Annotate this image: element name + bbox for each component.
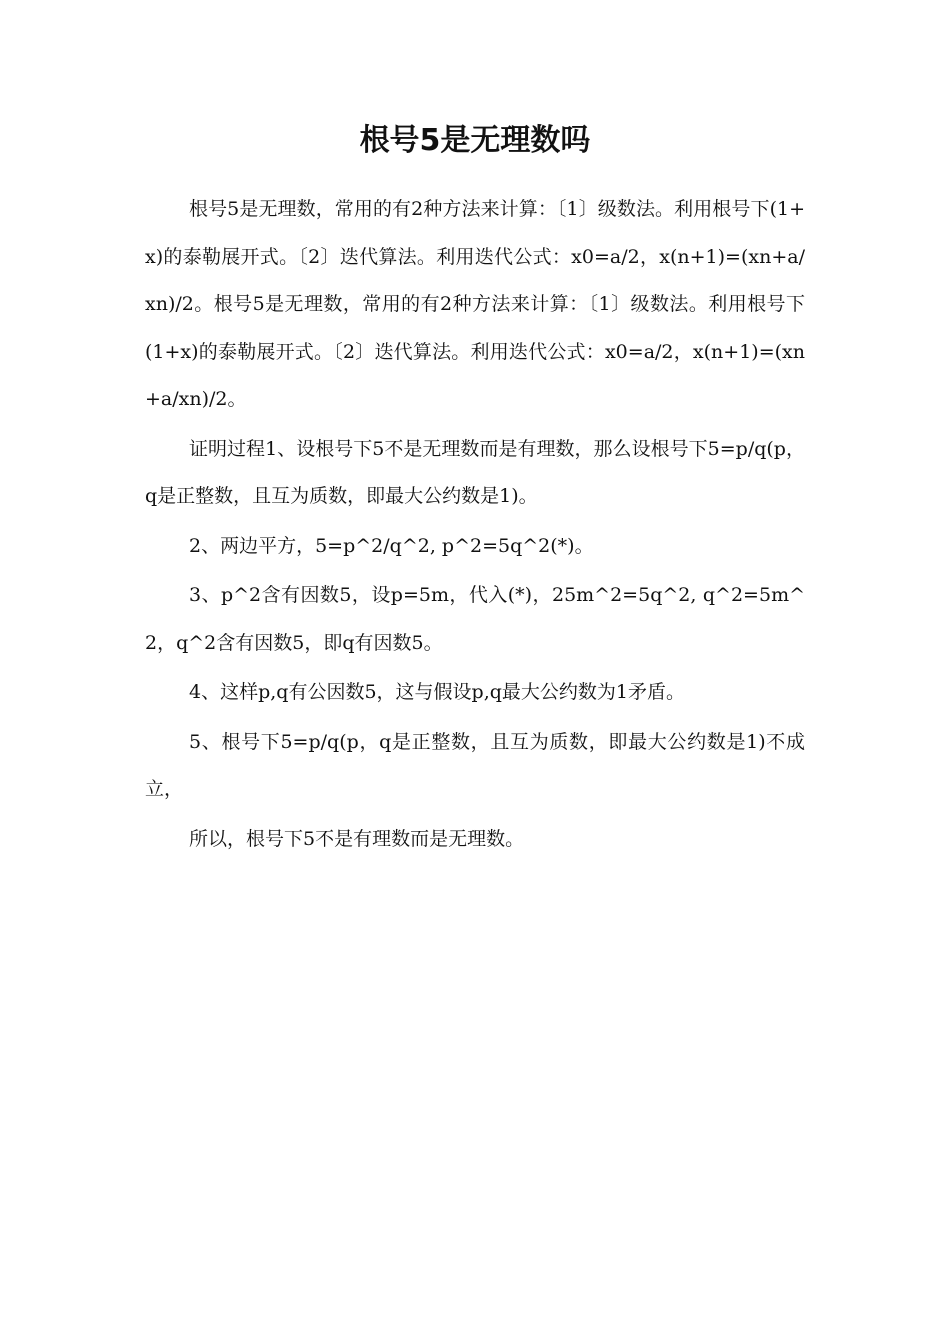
paragraph-conclusion: 所以，根号下5不是有理数而是无理数。 xyxy=(189,827,525,850)
paragraph-proof-step-4: 4、这样p,q有公因数5，这与假设p,q最大公约数为1矛盾。 xyxy=(189,681,685,703)
paragraph-proof-step-3: 3、p^2含有因数5，设p=5m，代入(*)，25m^2=5q^2, q^2=5m^2，q^2含有因数5，即q有因数5。 xyxy=(145,584,805,654)
document-title: 根号5是无理数吗 xyxy=(359,123,591,158)
paragraph-intro: 根号5是无理数，常用的有2种方法来计算：〔1〕级数法。利用根号下(1+x)的泰勒展开式。〔2〕迭代算法。利用迭代公式：x0=a/2，x(n+1)=(xn+a/xn)/2。根号5是无理数，常用的有2种方法来计算：〔1〕级数法。利用根号下(1+x)的泰勒展开式。〔2〕迭代算法。利用迭代公式：x0=a/2，x(n+1)=(xn+a/xn)/2。 xyxy=(145,198,805,410)
paragraph-proof-step-5: 5、根号下5=p/q(p，q是正整数，且互为质数，即最大公约数是1)不成立， xyxy=(145,730,805,800)
document-body xyxy=(145,186,805,865)
paragraph-proof-step-1: 证明过程1、设根号下5不是无理数而是有理数，那么设根号下5=p/q(p，q是正整数，且互为质数，即最大公约数是1)。 xyxy=(145,437,805,507)
paragraph-proof-step-2: 2、两边平方，5=p^2/q^2, p^2=5q^2(*)。 xyxy=(189,534,594,557)
